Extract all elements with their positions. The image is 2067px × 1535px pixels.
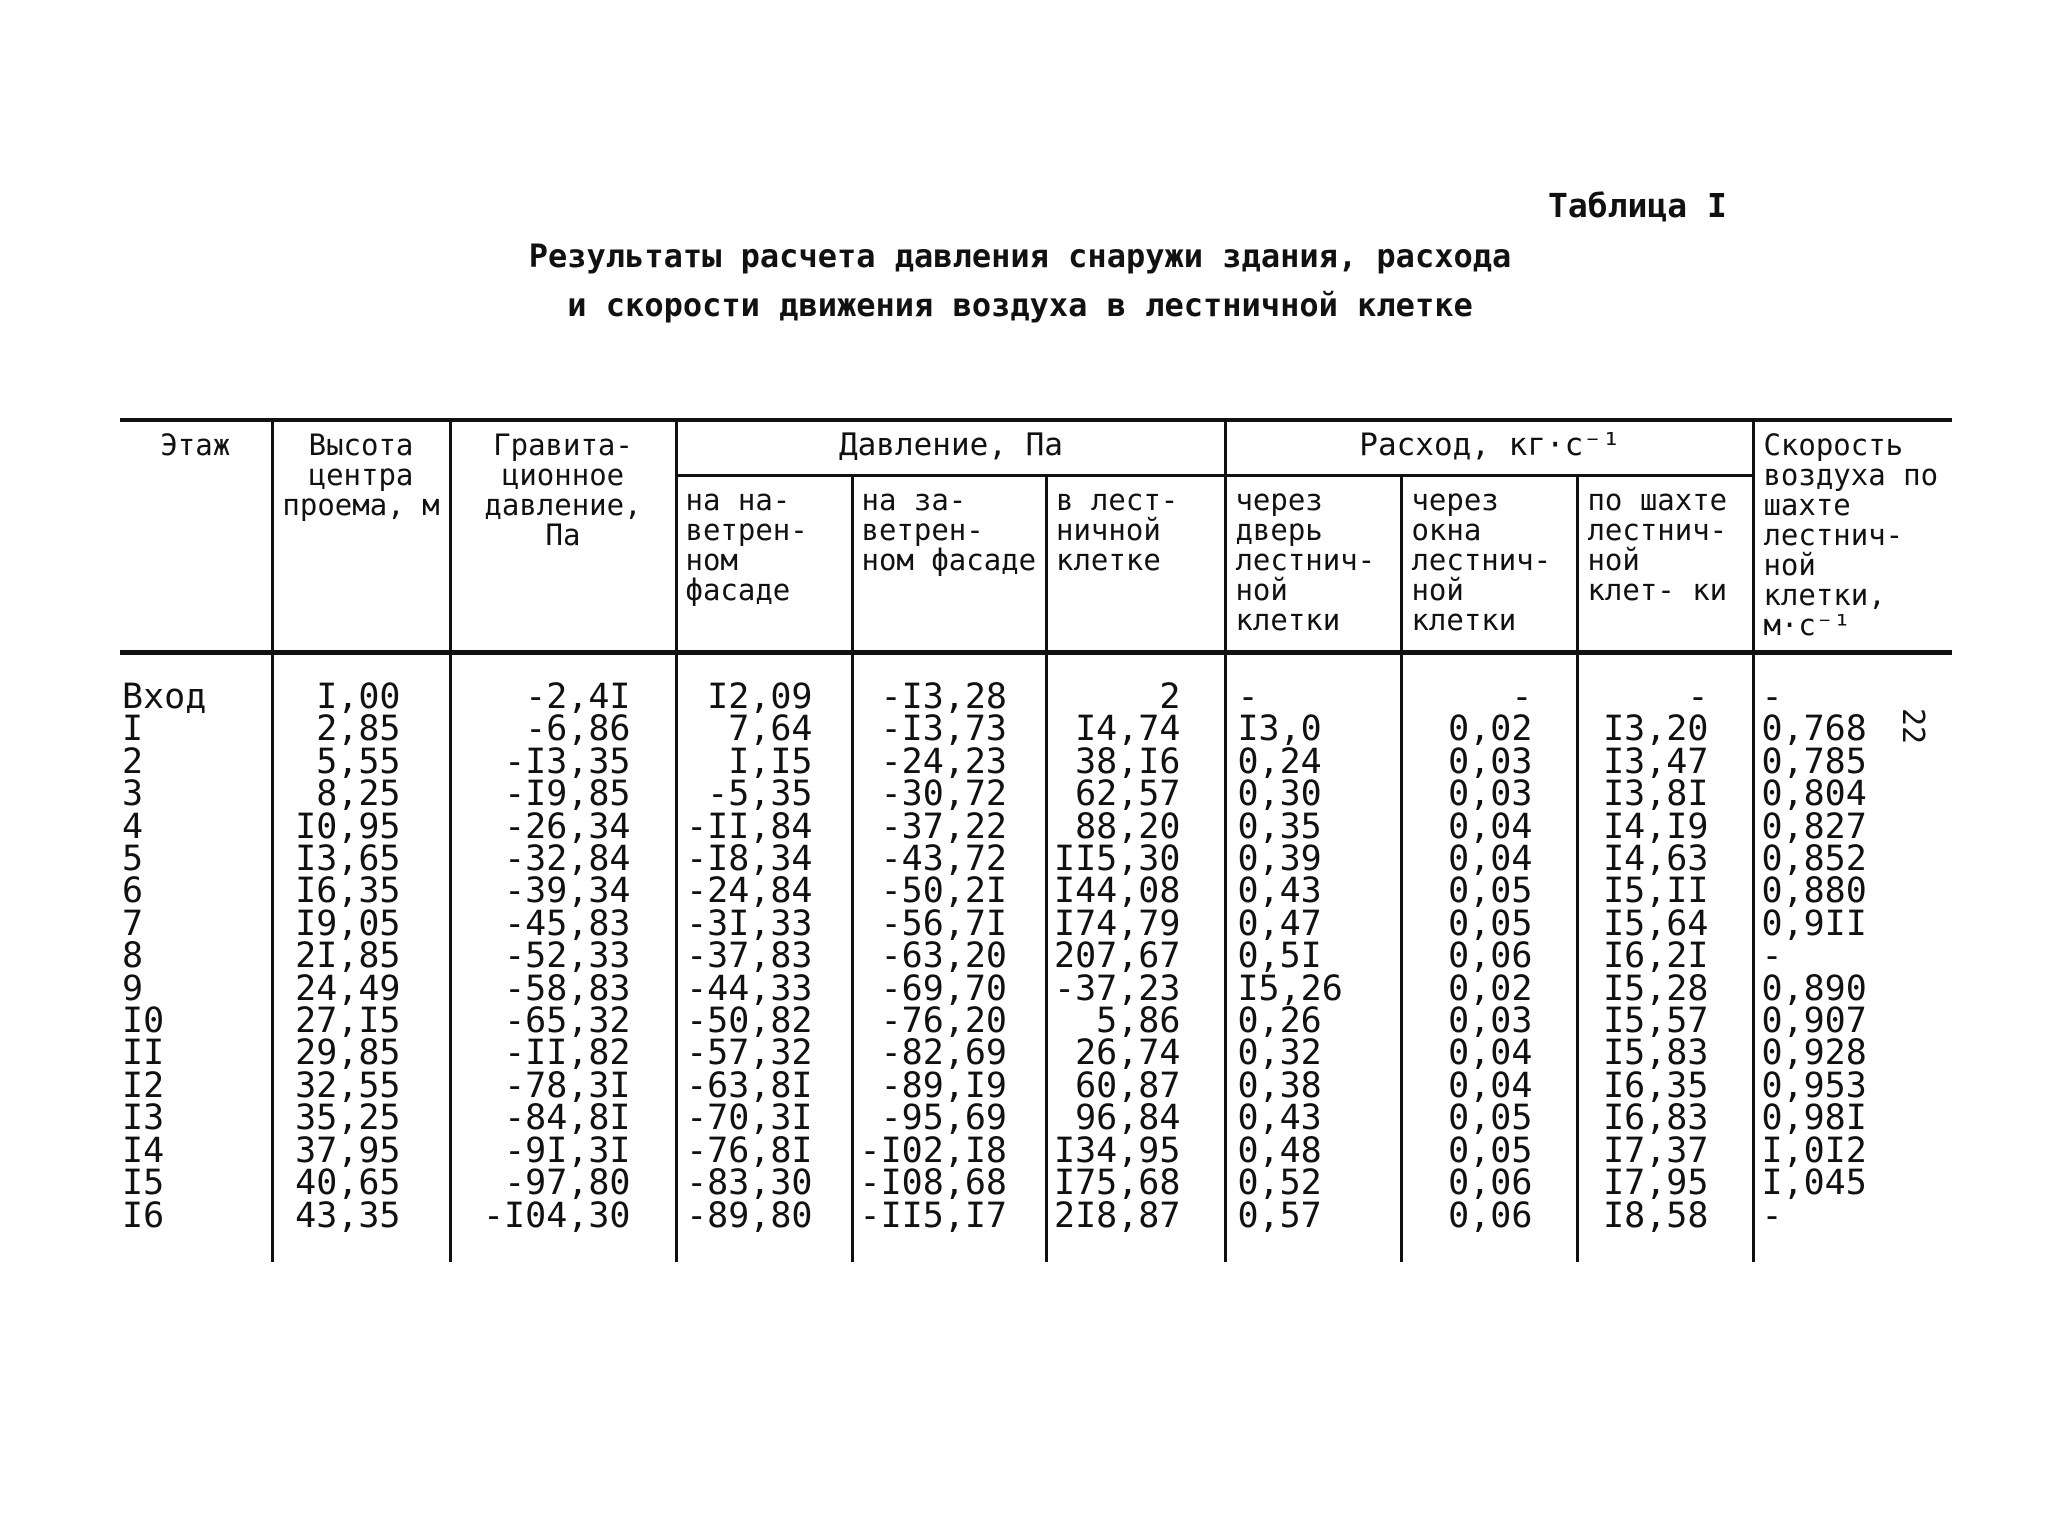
cell-gravity: -52,33 bbox=[450, 940, 676, 972]
cell-windows: 0,04 bbox=[1402, 1070, 1578, 1102]
cell-velocity: 0,953 bbox=[1754, 1070, 1952, 1102]
cell-shaft: I8,58 bbox=[1578, 1200, 1754, 1262]
cell-stair: 2 bbox=[1047, 653, 1226, 714]
cell-floor: I5 bbox=[120, 1167, 272, 1199]
cell-floor: I0 bbox=[120, 1005, 272, 1037]
cell-height: I0,95 bbox=[272, 811, 450, 843]
cell-stair: 62,57 bbox=[1047, 778, 1226, 810]
cell-floor: 6 bbox=[120, 875, 272, 907]
cell-windows: 0,03 bbox=[1402, 746, 1578, 778]
cell-height: 35,25 bbox=[272, 1102, 450, 1134]
cell-windows: 0,02 bbox=[1402, 713, 1578, 745]
cell-door: 0,39 bbox=[1226, 843, 1402, 875]
cell-stair: -37,23 bbox=[1047, 973, 1226, 1005]
cell-leeward: -82,69 bbox=[852, 1037, 1047, 1069]
cell-height: 24,49 bbox=[272, 973, 450, 1005]
cell-windward: -89,80 bbox=[676, 1200, 852, 1262]
cell-velocity: 0,852 bbox=[1754, 843, 1952, 875]
cell-gravity: -I04,30 bbox=[450, 1200, 676, 1262]
cell-height: 37,95 bbox=[272, 1135, 450, 1167]
cell-windows: 0,06 bbox=[1402, 1200, 1578, 1262]
cell-leeward: -76,20 bbox=[852, 1005, 1047, 1037]
header-pressure-group: Давление, Па bbox=[676, 420, 1226, 475]
table-row bbox=[120, 653, 1952, 714]
cell-stair: 88,20 bbox=[1047, 811, 1226, 843]
table-row bbox=[120, 875, 1952, 907]
cell-height: 40,65 bbox=[272, 1167, 450, 1199]
cell-gravity: -97,80 bbox=[450, 1167, 676, 1199]
cell-leeward: -I02,I8 bbox=[852, 1135, 1047, 1167]
cell-door: 0,47 bbox=[1226, 908, 1402, 940]
cell-floor: 9 bbox=[120, 973, 272, 1005]
cell-leeward: -63,20 bbox=[852, 940, 1047, 972]
cell-floor: 7 bbox=[120, 908, 272, 940]
cell-leeward: -89,I9 bbox=[852, 1070, 1047, 1102]
cell-windows: 0,06 bbox=[1402, 1167, 1578, 1199]
table-row bbox=[120, 713, 1952, 745]
cell-shaft: I5,83 bbox=[1578, 1037, 1754, 1069]
table-row bbox=[120, 1102, 1952, 1134]
header-gravity: Гравита- ционное давление, Па bbox=[450, 420, 676, 653]
cell-shaft: I5,II bbox=[1578, 875, 1754, 907]
header-windward: на на- ветрен- ном фасаде bbox=[676, 475, 852, 652]
cell-height: 43,35 bbox=[272, 1200, 450, 1262]
cell-shaft: I7,37 bbox=[1578, 1135, 1754, 1167]
cell-windows: 0,03 bbox=[1402, 1005, 1578, 1037]
cell-height: 2I,85 bbox=[272, 940, 450, 972]
cell-stair: 5,86 bbox=[1047, 1005, 1226, 1037]
cell-stair: I34,95 bbox=[1047, 1135, 1226, 1167]
cell-floor: 5 bbox=[120, 843, 272, 875]
cell-door: 0,5I bbox=[1226, 940, 1402, 972]
cell-windward: -44,33 bbox=[676, 973, 852, 1005]
cell-height: 32,55 bbox=[272, 1070, 450, 1102]
cell-windows: - bbox=[1402, 653, 1578, 714]
cell-windows: 0,04 bbox=[1402, 1037, 1578, 1069]
cell-door: 0,30 bbox=[1226, 778, 1402, 810]
cell-floor: I6 bbox=[120, 1200, 272, 1262]
cell-leeward: -II5,I7 bbox=[852, 1200, 1047, 1262]
cell-shaft: I5,57 bbox=[1578, 1005, 1754, 1037]
cell-stair: 2I8,87 bbox=[1047, 1200, 1226, 1262]
cell-floor: I bbox=[120, 713, 272, 745]
table-label: Таблица I bbox=[1548, 186, 1727, 225]
cell-velocity: 0,804 bbox=[1754, 778, 1952, 810]
cell-floor: I3 bbox=[120, 1102, 272, 1134]
cell-leeward: -I3,28 bbox=[852, 653, 1047, 714]
cell-windward: -50,82 bbox=[676, 1005, 852, 1037]
table-title-line1: Результаты расчета давления снаружи здания, расхода bbox=[528, 237, 1512, 275]
cell-leeward: -I08,68 bbox=[852, 1167, 1047, 1199]
cell-gravity: -I9,85 bbox=[450, 778, 676, 810]
cell-stair: 60,87 bbox=[1047, 1070, 1226, 1102]
cell-shaft: I3,8I bbox=[1578, 778, 1754, 810]
cell-shaft: - bbox=[1578, 653, 1754, 714]
cell-windows: 0,02 bbox=[1402, 973, 1578, 1005]
header-height: Высота центра проема, м bbox=[272, 420, 450, 653]
cell-leeward: -30,72 bbox=[852, 778, 1047, 810]
cell-door: 0,43 bbox=[1226, 875, 1402, 907]
cell-shaft: I7,95 bbox=[1578, 1167, 1754, 1199]
cell-door: I3,0 bbox=[1226, 713, 1402, 745]
cell-windward: -63,8I bbox=[676, 1070, 852, 1102]
cell-windward: -II,84 bbox=[676, 811, 852, 843]
table-row bbox=[120, 940, 1952, 972]
cell-velocity: I,045 bbox=[1754, 1167, 1952, 1199]
cell-velocity: 0,768 bbox=[1754, 713, 1952, 745]
cell-stair: I75,68 bbox=[1047, 1167, 1226, 1199]
cell-floor: Вход bbox=[120, 653, 272, 714]
table-row bbox=[120, 778, 1952, 810]
table-title-line2: и скорости движения воздуха в лестничной клетке bbox=[567, 286, 1473, 324]
cell-leeward: -69,70 bbox=[852, 973, 1047, 1005]
cell-height: I3,65 bbox=[272, 843, 450, 875]
cell-windward: I,I5 bbox=[676, 746, 852, 778]
cell-windward: -70,3I bbox=[676, 1102, 852, 1134]
cell-velocity: I,0I2 bbox=[1754, 1135, 1952, 1167]
cell-gravity: -45,83 bbox=[450, 908, 676, 940]
cell-windows: 0,05 bbox=[1402, 1102, 1578, 1134]
cell-windows: 0,05 bbox=[1402, 1135, 1578, 1167]
cell-door: - bbox=[1226, 653, 1402, 714]
cell-shaft: I5,28 bbox=[1578, 973, 1754, 1005]
cell-velocity: 0,827 bbox=[1754, 811, 1952, 843]
cell-shaft: I6,35 bbox=[1578, 1070, 1754, 1102]
cell-gravity: -I3,35 bbox=[450, 746, 676, 778]
cell-floor: I2 bbox=[120, 1070, 272, 1102]
cell-velocity: - bbox=[1754, 653, 1952, 714]
cell-windward: 7,64 bbox=[676, 713, 852, 745]
cell-stair: II5,30 bbox=[1047, 843, 1226, 875]
cell-windward: -24,84 bbox=[676, 875, 852, 907]
cell-door: 0,32 bbox=[1226, 1037, 1402, 1069]
cell-velocity: 0,9II bbox=[1754, 908, 1952, 940]
cell-height: I9,05 bbox=[272, 908, 450, 940]
cell-velocity: 0,785 bbox=[1754, 746, 1952, 778]
header-flow-group: Расход, кг·с⁻¹ bbox=[1226, 420, 1754, 475]
cell-windows: 0,06 bbox=[1402, 940, 1578, 972]
cell-door: 0,43 bbox=[1226, 1102, 1402, 1134]
cell-leeward: -95,69 bbox=[852, 1102, 1047, 1134]
cell-shaft: I6,83 bbox=[1578, 1102, 1754, 1134]
cell-floor: II bbox=[120, 1037, 272, 1069]
cell-shaft: I5,64 bbox=[1578, 908, 1754, 940]
cell-gravity: -2,4I bbox=[450, 653, 676, 714]
cell-windows: 0,04 bbox=[1402, 843, 1578, 875]
cell-shaft: I4,63 bbox=[1578, 843, 1754, 875]
header-floor: Этаж bbox=[120, 420, 272, 653]
cell-windows: 0,04 bbox=[1402, 811, 1578, 843]
cell-shaft: I6,2I bbox=[1578, 940, 1754, 972]
cell-stair: I4,74 bbox=[1047, 713, 1226, 745]
cell-floor: 8 bbox=[120, 940, 272, 972]
cell-floor: I4 bbox=[120, 1135, 272, 1167]
table-row bbox=[120, 1200, 1952, 1262]
cell-height: 27,I5 bbox=[272, 1005, 450, 1037]
page-number: 22 bbox=[1895, 708, 1930, 745]
results-table bbox=[120, 418, 1952, 1262]
cell-velocity: 0,880 bbox=[1754, 875, 1952, 907]
table-body bbox=[120, 653, 1952, 1262]
cell-shaft: I3,47 bbox=[1578, 746, 1754, 778]
header-flow-windows: через окна лестнич- ной клетки bbox=[1402, 475, 1578, 652]
cell-leeward: -37,22 bbox=[852, 811, 1047, 843]
cell-velocity: 0,890 bbox=[1754, 973, 1952, 1005]
cell-height: 5,55 bbox=[272, 746, 450, 778]
cell-leeward: -I3,73 bbox=[852, 713, 1047, 745]
cell-stair: 207,67 bbox=[1047, 940, 1226, 972]
cell-windows: 0,05 bbox=[1402, 908, 1578, 940]
cell-velocity: - bbox=[1754, 940, 1952, 972]
cell-velocity: 0,907 bbox=[1754, 1005, 1952, 1037]
cell-gravity: -9I,3I bbox=[450, 1135, 676, 1167]
cell-stair: I44,08 bbox=[1047, 875, 1226, 907]
cell-leeward: -24,23 bbox=[852, 746, 1047, 778]
cell-door: 0,26 bbox=[1226, 1005, 1402, 1037]
cell-gravity: -78,3I bbox=[450, 1070, 676, 1102]
cell-windward: -5,35 bbox=[676, 778, 852, 810]
cell-leeward: -56,7I bbox=[852, 908, 1047, 940]
cell-height: 29,85 bbox=[272, 1037, 450, 1069]
cell-windows: 0,03 bbox=[1402, 778, 1578, 810]
cell-windward: -83,30 bbox=[676, 1167, 852, 1199]
cell-gravity: -65,32 bbox=[450, 1005, 676, 1037]
header-flow-door: через дверь лестнич- ной клетки bbox=[1226, 475, 1402, 652]
cell-floor: 2 bbox=[120, 746, 272, 778]
cell-floor: 4 bbox=[120, 811, 272, 843]
cell-shaft: I4,I9 bbox=[1578, 811, 1754, 843]
cell-windows: 0,05 bbox=[1402, 875, 1578, 907]
cell-velocity: 0,928 bbox=[1754, 1037, 1952, 1069]
header-leeward: на за- ветрен- ном фасаде bbox=[852, 475, 1047, 652]
cell-windward: -3I,33 bbox=[676, 908, 852, 940]
cell-gravity: -84,8I bbox=[450, 1102, 676, 1134]
header-flow-shaft: по шахте лестнич- ной клет- ки bbox=[1578, 475, 1754, 652]
cell-door: 0,24 bbox=[1226, 746, 1402, 778]
cell-gravity: -39,34 bbox=[450, 875, 676, 907]
cell-leeward: -50,2I bbox=[852, 875, 1047, 907]
cell-stair: 26,74 bbox=[1047, 1037, 1226, 1069]
cell-height: I6,35 bbox=[272, 875, 450, 907]
cell-windward: I2,09 bbox=[676, 653, 852, 714]
cell-door: 0,48 bbox=[1226, 1135, 1402, 1167]
cell-windward: -76,8I bbox=[676, 1135, 852, 1167]
cell-gravity: -26,34 bbox=[450, 811, 676, 843]
cell-door: I5,26 bbox=[1226, 973, 1402, 1005]
cell-shaft: I3,20 bbox=[1578, 713, 1754, 745]
cell-gravity: -58,83 bbox=[450, 973, 676, 1005]
cell-height: 2,85 bbox=[272, 713, 450, 745]
cell-door: 0,38 bbox=[1226, 1070, 1402, 1102]
cell-velocity: - bbox=[1754, 1200, 1952, 1262]
cell-door: 0,57 bbox=[1226, 1200, 1402, 1262]
cell-gravity: -6,86 bbox=[450, 713, 676, 745]
cell-windward: -37,83 bbox=[676, 940, 852, 972]
cell-door: 0,52 bbox=[1226, 1167, 1402, 1199]
cell-stair: 38,I6 bbox=[1047, 746, 1226, 778]
cell-height: 8,25 bbox=[272, 778, 450, 810]
cell-door: 0,35 bbox=[1226, 811, 1402, 843]
cell-gravity: -II,82 bbox=[450, 1037, 676, 1069]
cell-velocity: 0,98I bbox=[1754, 1102, 1952, 1134]
table-row bbox=[120, 1167, 1952, 1199]
table-row bbox=[120, 1037, 1952, 1069]
cell-leeward: -43,72 bbox=[852, 843, 1047, 875]
header-velocity: Скорость воздуха по шахте лестнич- ной клетки, м·с⁻¹ bbox=[1754, 420, 1952, 653]
header-stairwell: в лест- ничной клетке bbox=[1047, 475, 1226, 652]
cell-floor: 3 bbox=[120, 778, 272, 810]
cell-windward: -57,32 bbox=[676, 1037, 852, 1069]
cell-gravity: -32,84 bbox=[450, 843, 676, 875]
cell-height: I,00 bbox=[272, 653, 450, 714]
cell-stair: 96,84 bbox=[1047, 1102, 1226, 1134]
cell-stair: I74,79 bbox=[1047, 908, 1226, 940]
cell-windward: -I8,34 bbox=[676, 843, 852, 875]
